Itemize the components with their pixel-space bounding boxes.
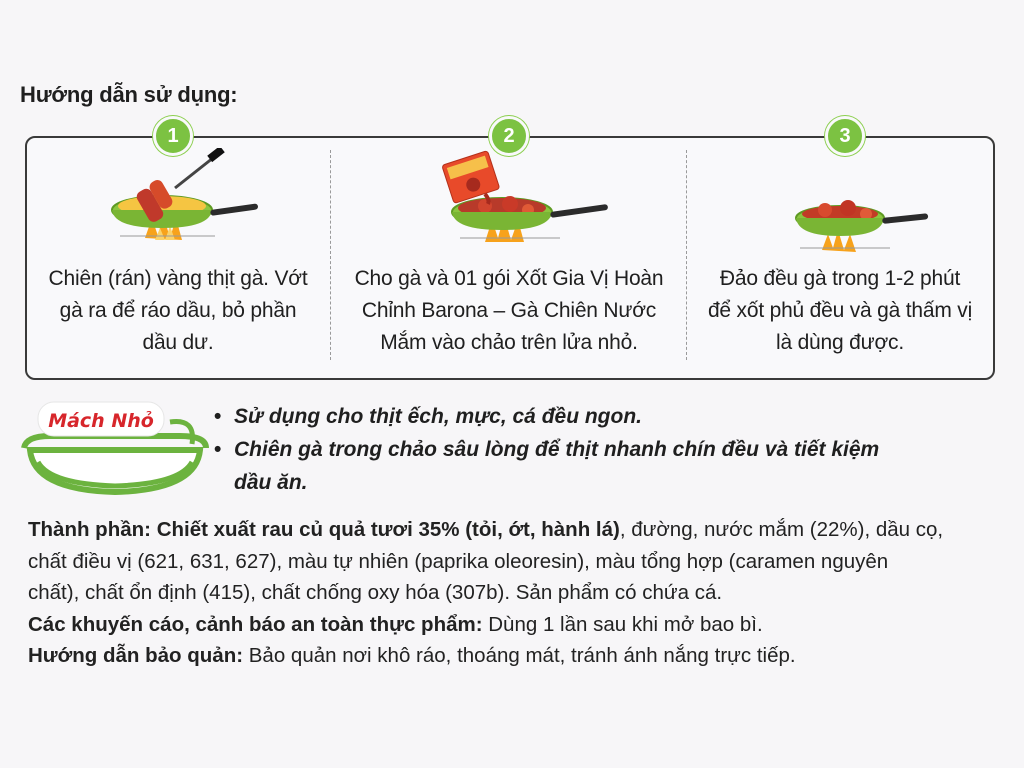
ingredients-line: chất điều vị (621, 631, 627), màu tự nhiên (paprika oleoresin), màu tổng hợp (caramen nguyên (28, 549, 889, 573)
storage-label: Hướng dẫn bảo quản: (28, 644, 244, 667)
storage-line (28, 640, 1008, 672)
usage-heading: Hướng dẫn sử dụng: (20, 82, 238, 107)
mach-nho-bowl-icon (20, 392, 210, 502)
frying-chicken-pan-icon (100, 148, 270, 258)
tip-item (214, 433, 1014, 499)
step-3-badge: 3 (825, 116, 865, 156)
step-2-line: Mắm vào chảo trên lửa nhỏ. (380, 331, 638, 354)
warning-text: Dùng 1 lần sau khi mở bao bì. (482, 612, 763, 636)
step-divider (686, 150, 687, 360)
tossing-chicken-pan-icon (790, 178, 940, 258)
ingredients-line (28, 514, 1008, 546)
ingredients-line: chất), chất ổn định (415), chất chống oxy hóa (307b). Sản phẩm có chứa cá. (28, 581, 723, 604)
step-1-text (30, 263, 326, 359)
tip-text-line: dầu ăn. (234, 471, 308, 494)
step-2-badge: 2 (489, 116, 529, 156)
step-1-line: Chiên (rán) vàng thịt gà. Vớt (48, 267, 308, 290)
step-2-text (334, 263, 684, 359)
step-1-badge: 1 (153, 116, 193, 156)
ingredients-label: Thành phần: (28, 518, 151, 541)
tip-text: Sử dụng cho thịt ếch, mực, cá đều ngon. (234, 405, 643, 428)
tip-item (214, 400, 1014, 433)
step-3-line: để xốt phủ đều và gà thấm vị (707, 299, 973, 322)
step-3-text (690, 263, 990, 359)
step-3-line: Đảo đều gà trong 1-2 phút (719, 267, 961, 290)
ingredients-text: , đường, nước mắm (22%), dầu cọ, (619, 518, 944, 541)
ingredients-highlight: Chiết xuất rau củ quả tươi 35% (tỏi, ớt, hành lá) (156, 518, 620, 541)
tip-bullet: • (214, 438, 222, 461)
step-1-line: dầu dư. (142, 331, 214, 354)
step-divider (330, 150, 331, 360)
warning-line (28, 609, 1008, 641)
warning-label: Các khuyến cáo, cảnh báo an toàn thực phẩm: (28, 612, 483, 636)
sauce-packet-pan-icon (430, 148, 620, 258)
product-info (28, 514, 1008, 672)
storage-text: Bảo quản nơi khô ráo, thoáng mát, tránh ánh nắng trực tiếp. (243, 644, 796, 667)
step-2-line: Chỉnh Barona – Gà Chiên Nước (361, 299, 657, 322)
tip-text-line: Chiên gà trong chảo sâu lòng để thịt nhanh chín đều và tiết kiệm (234, 438, 880, 461)
mach-nho-logo-text: Mách Nhỏ (48, 410, 154, 432)
step-2-line: Cho gà và 01 gói Xốt Gia Vị Hoàn (354, 267, 664, 290)
step-1-line: gà ra để ráo dầu, bỏ phần (59, 299, 297, 322)
tip-bullet: • (214, 405, 222, 428)
step-3-line: là dùng được. (776, 331, 904, 354)
tips-list (214, 400, 1014, 499)
